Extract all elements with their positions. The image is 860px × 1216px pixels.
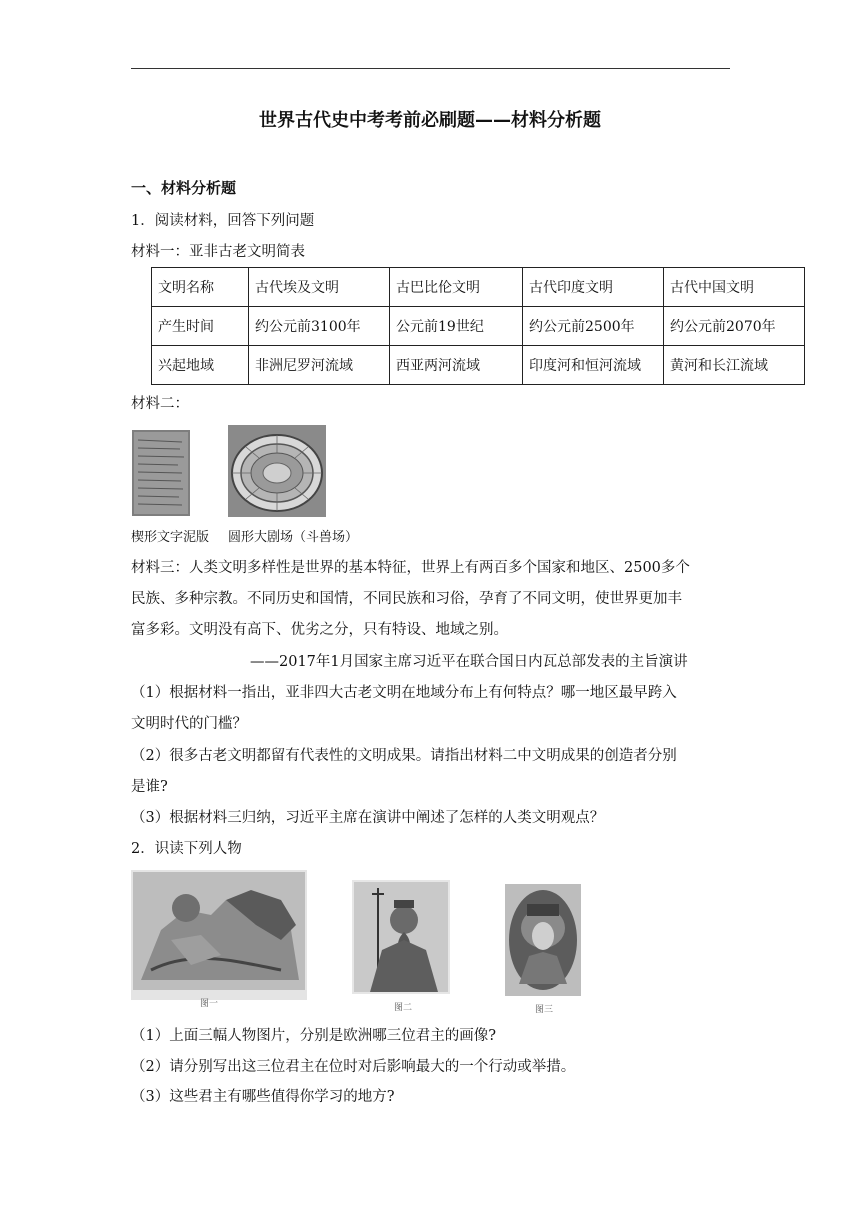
table-cell: 约公元前2070年 [664, 307, 805, 346]
q1-stem: 1．阅读材料，回答下列问题 [131, 213, 315, 229]
table-row [152, 307, 805, 346]
table-cell: 约公元前3100年 [249, 307, 390, 346]
q2-question: （1）上面三幅人物图片，分别是欧洲哪三位君主的画像? [131, 1028, 496, 1044]
figure-two-portrait [352, 880, 450, 994]
material-three-line: 材料三：人类文明多样性是世界的基本特征，世界上有两百多个国家和地区、2500多个 [131, 560, 690, 576]
table-cell: 产生时间 [152, 307, 249, 346]
civilization-table [151, 267, 805, 385]
figure-two-label: 图二 [394, 1003, 413, 1013]
table-cell: 古代印度文明 [523, 268, 664, 307]
q2-question: （3）这些君主有哪些值得你学习的地方? [131, 1089, 395, 1105]
figure-one-portrait [131, 870, 307, 1000]
table-row [152, 346, 805, 385]
figure-three-label: 图三 [535, 1005, 554, 1015]
colosseum-image [228, 425, 326, 517]
table-cell: 非洲尼罗河流域 [249, 346, 390, 385]
figure-one-label: 图一 [200, 999, 219, 1009]
q1-question: （2）很多古老文明都留有代表性的文明成果。请指出材料二中文明成果的创造者分别 [131, 748, 677, 764]
page-title: 世界古代史中考考前必刷题——材料分析题 [259, 110, 601, 131]
table-cell: 约公元前2500年 [523, 307, 664, 346]
header-rule [131, 68, 730, 69]
material-three-line: 富多彩。文明没有高下、优劣之分，只有特设、地域之别。 [131, 622, 508, 638]
q1-question: 文明时代的门槛？ [131, 716, 247, 732]
table-cell: 文明名称 [152, 268, 249, 307]
table-cell: 古巴比伦文明 [390, 268, 523, 307]
figure-three-portrait [505, 884, 581, 996]
table-cell: 兴起地域 [152, 346, 249, 385]
q1-question: （1）根据材料一指出，亚非四大古老文明在地域分布上有何特点？哪一地区最早跨入 [131, 685, 677, 701]
material-three-line: 民族、多种宗教。不同历史和国情，不同民族和习俗，孕育了不同文明，使世界更加丰 [131, 591, 682, 607]
q1-question: 是谁? [131, 779, 168, 795]
cuneiform-caption: 楔形文字泥版 [131, 530, 210, 545]
table-cell: 古代埃及文明 [249, 268, 390, 307]
section-heading: 一、材料分析题 [131, 179, 237, 197]
material-three-source: ——2017年1月国家主席习近平在联合国日内瓦总部发表的主旨演讲 [250, 654, 688, 670]
q2-stem: 2．识读下列人物 [131, 841, 242, 857]
material-one-label: 材料一：亚非古老文明简表 [131, 244, 305, 260]
table-cell: 公元前19世纪 [390, 307, 523, 346]
table-cell: 西亚两河流域 [390, 346, 523, 385]
q2-question: （2）请分别写出这三位君主在位时对后影响最大的一个行动或举措。 [131, 1059, 576, 1075]
q1-question: （3）根据材料三归纳，习近平主席在演讲中阐述了怎样的人类文明观点？ [131, 810, 605, 826]
table-cell: 印度河和恒河流域 [523, 346, 664, 385]
table-cell: 古代中国文明 [664, 268, 805, 307]
colosseum-caption: 圆形大剧场（斗兽场） [228, 530, 359, 545]
cuneiform-tablet-image [132, 430, 190, 516]
material-two-label: 材料二： [131, 396, 189, 412]
table-row [152, 268, 805, 307]
table-cell: 黄河和长江流域 [664, 346, 805, 385]
